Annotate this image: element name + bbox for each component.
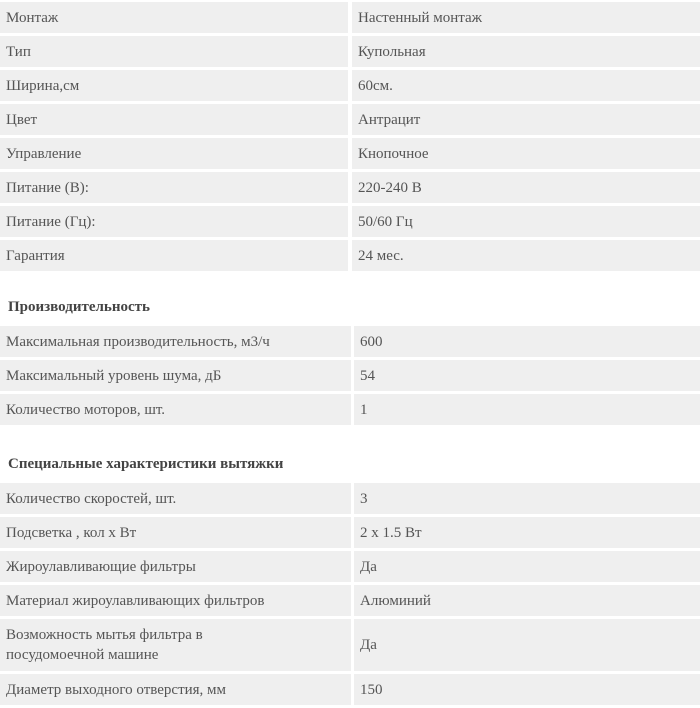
spec-value: 24 мес.: [352, 240, 700, 271]
spec-label: Максимальная производительность, м3/ч: [0, 326, 351, 357]
spec-label: Цвет: [0, 104, 348, 135]
spec-label: Гарантия: [0, 240, 348, 271]
spec-label: Жироулавливающие фильтры: [0, 551, 351, 582]
spec-value: 50/60 Гц: [352, 206, 700, 237]
spec-value: Антрацит: [352, 104, 700, 135]
spec-label: Питание (Гц):: [0, 206, 348, 237]
table-row: [0, 619, 700, 671]
spec-label: Материал жироулавливающих фильтров: [0, 585, 351, 616]
table-row: [0, 326, 700, 357]
table-row: [0, 517, 700, 548]
spec-label: Диаметр выходного отверстия, мм: [0, 674, 351, 705]
spec-label: Монтаж: [0, 2, 348, 33]
spec-label: Количество скоростей, шт.: [0, 483, 351, 514]
spec-value: Кнопочное: [352, 138, 700, 169]
spec-label: Управление: [0, 138, 348, 169]
spec-value: 150: [354, 674, 700, 705]
spec-label: Максимальный уровень шума, дБ: [0, 360, 351, 391]
table-row: [0, 2, 700, 33]
table-row: [0, 240, 700, 271]
table-row: [0, 674, 700, 705]
spec-value: 3: [354, 483, 700, 514]
spec-label: Количество моторов, шт.: [0, 394, 351, 425]
table-row: [0, 585, 700, 616]
spec-value: Купольная: [352, 36, 700, 67]
spec-label: Подсветка , кол x Вт: [0, 517, 351, 548]
spec-value: Да: [354, 619, 700, 671]
spec-value: 2 x 1.5 Вт: [354, 517, 700, 548]
spec-value: Алюминий: [354, 585, 700, 616]
general-specs-table: [0, 2, 700, 274]
table-row: [0, 104, 700, 135]
table-row: [0, 394, 700, 425]
spec-value: Настенный монтаж: [352, 2, 700, 33]
spec-label: Ширина,см: [0, 70, 348, 101]
table-row: [0, 172, 700, 203]
spec-value: 220-240 В: [352, 172, 700, 203]
table-row: [0, 360, 700, 391]
table-row: [0, 138, 700, 169]
table-row: [0, 551, 700, 582]
performance-table: [0, 326, 700, 428]
section-title-special: Специальные характеристики вытяжки: [8, 456, 284, 472]
spec-value: 54: [354, 360, 700, 391]
section-title-performance: Производительность: [8, 299, 150, 315]
spec-label: Возможность мытья фильтра в посудомоечной машине: [0, 619, 351, 671]
spec-label: Питание (В):: [0, 172, 348, 203]
spec-value: Да: [354, 551, 700, 582]
spec-value: 1: [354, 394, 700, 425]
table-row: [0, 70, 700, 101]
special-specs-table: [0, 483, 700, 708]
table-row: [0, 36, 700, 67]
spec-label: Тип: [0, 36, 348, 67]
table-row: [0, 206, 700, 237]
spec-value: 60см.: [352, 70, 700, 101]
spec-value: 600: [354, 326, 700, 357]
table-row: [0, 483, 700, 514]
